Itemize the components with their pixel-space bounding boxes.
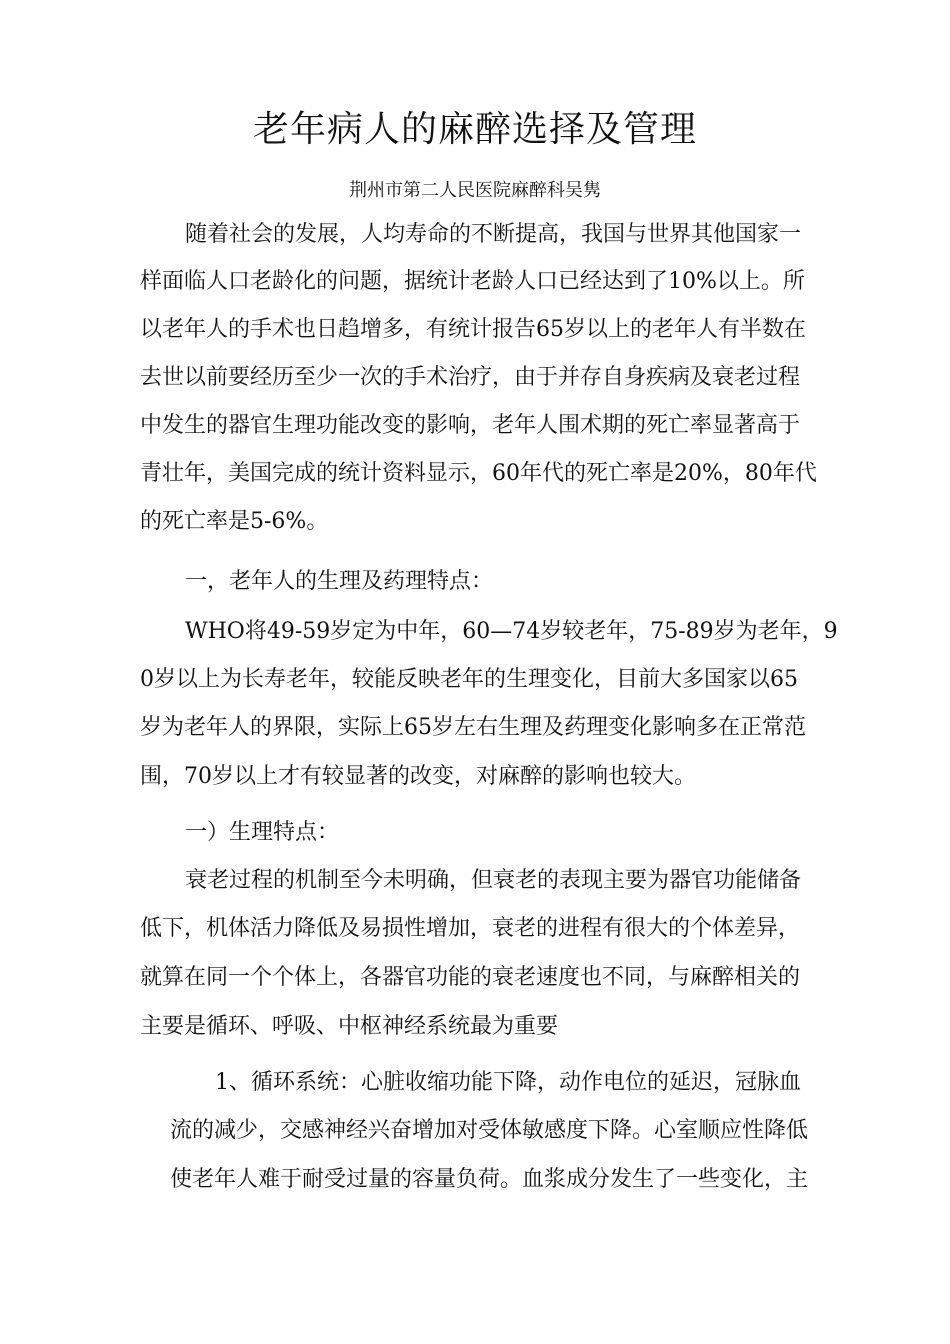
text-line: 流的减少，交感神经兴奋增加对受体敏感度下降。心室顺应性降低 — [170, 1118, 809, 1143]
text-line: 使老年人难于耐受过量的容量负荷。血浆成分发生了一些变化，主 — [170, 1167, 809, 1192]
text-line: 衰老过程的机制至今未明确，但衰老的表现主要为器官功能储备 — [185, 868, 802, 893]
text-line: 样面临人口老龄化的问题，据统计老龄人口已经达到了10%以上。所 — [140, 269, 805, 294]
text-line: 以老年人的手术也日趋增多，有统计报告65岁以上的老年人有半数在 — [140, 317, 806, 342]
text-line: 中发生的器官生理功能改变的影响，老年人围术期的死亡率显著高于 — [140, 413, 801, 438]
document-title: 老年病人的麻醉选择及管理 — [252, 109, 697, 150]
text-line: 低下，机体活力降低及易损性增加，衰老的进程有很大的个体差异， — [140, 916, 801, 941]
text-line: 青壮年，美国完成的统计资料显示，60年代的死亡率是20%，80年代 — [140, 461, 817, 486]
text-line: 随着社会的发展，人均寿命的不断提高，我国与世界其他国家一 — [185, 222, 802, 247]
text-line: 围，70岁以上才有较显著的改变，对麻醉的影响也较大。 — [140, 764, 696, 789]
text-line: 的死亡率是5-6%。 — [140, 509, 329, 534]
subsection-heading: 一）生理特点： — [185, 820, 340, 845]
text-line: 去世以前要经历至少一次的手术治疗，由于并存自身疾病及衰老过程 — [140, 365, 801, 390]
text-line: WHO将49-59岁定为中年，60—74岁较老年，75-89岁为老年，9 — [185, 619, 838, 644]
text-line: 1、循环系统：心脏收缩功能下降，动作电位的延迟，冠脉血 — [215, 1070, 801, 1095]
text-line: 岁为老年人的界限，实际上65岁左右生理及药理变化影响多在正常范 — [140, 715, 806, 740]
section-heading: 一，老年人的生理及药理特点： — [185, 569, 494, 594]
text-line: 主要是循环、呼吸、中枢神经系统最为重要 — [140, 1014, 559, 1039]
author-line: 荆州市第二人民医院麻醉科吴隽 — [349, 180, 601, 201]
text-line: 就算在同一个个体上，各器官功能的衰老速度也不同，与麻醉相关的 — [140, 965, 801, 990]
text-line: 0岁以上为长寿老年，较能反映老年的生理变化，目前大多国家以65 — [140, 667, 798, 692]
